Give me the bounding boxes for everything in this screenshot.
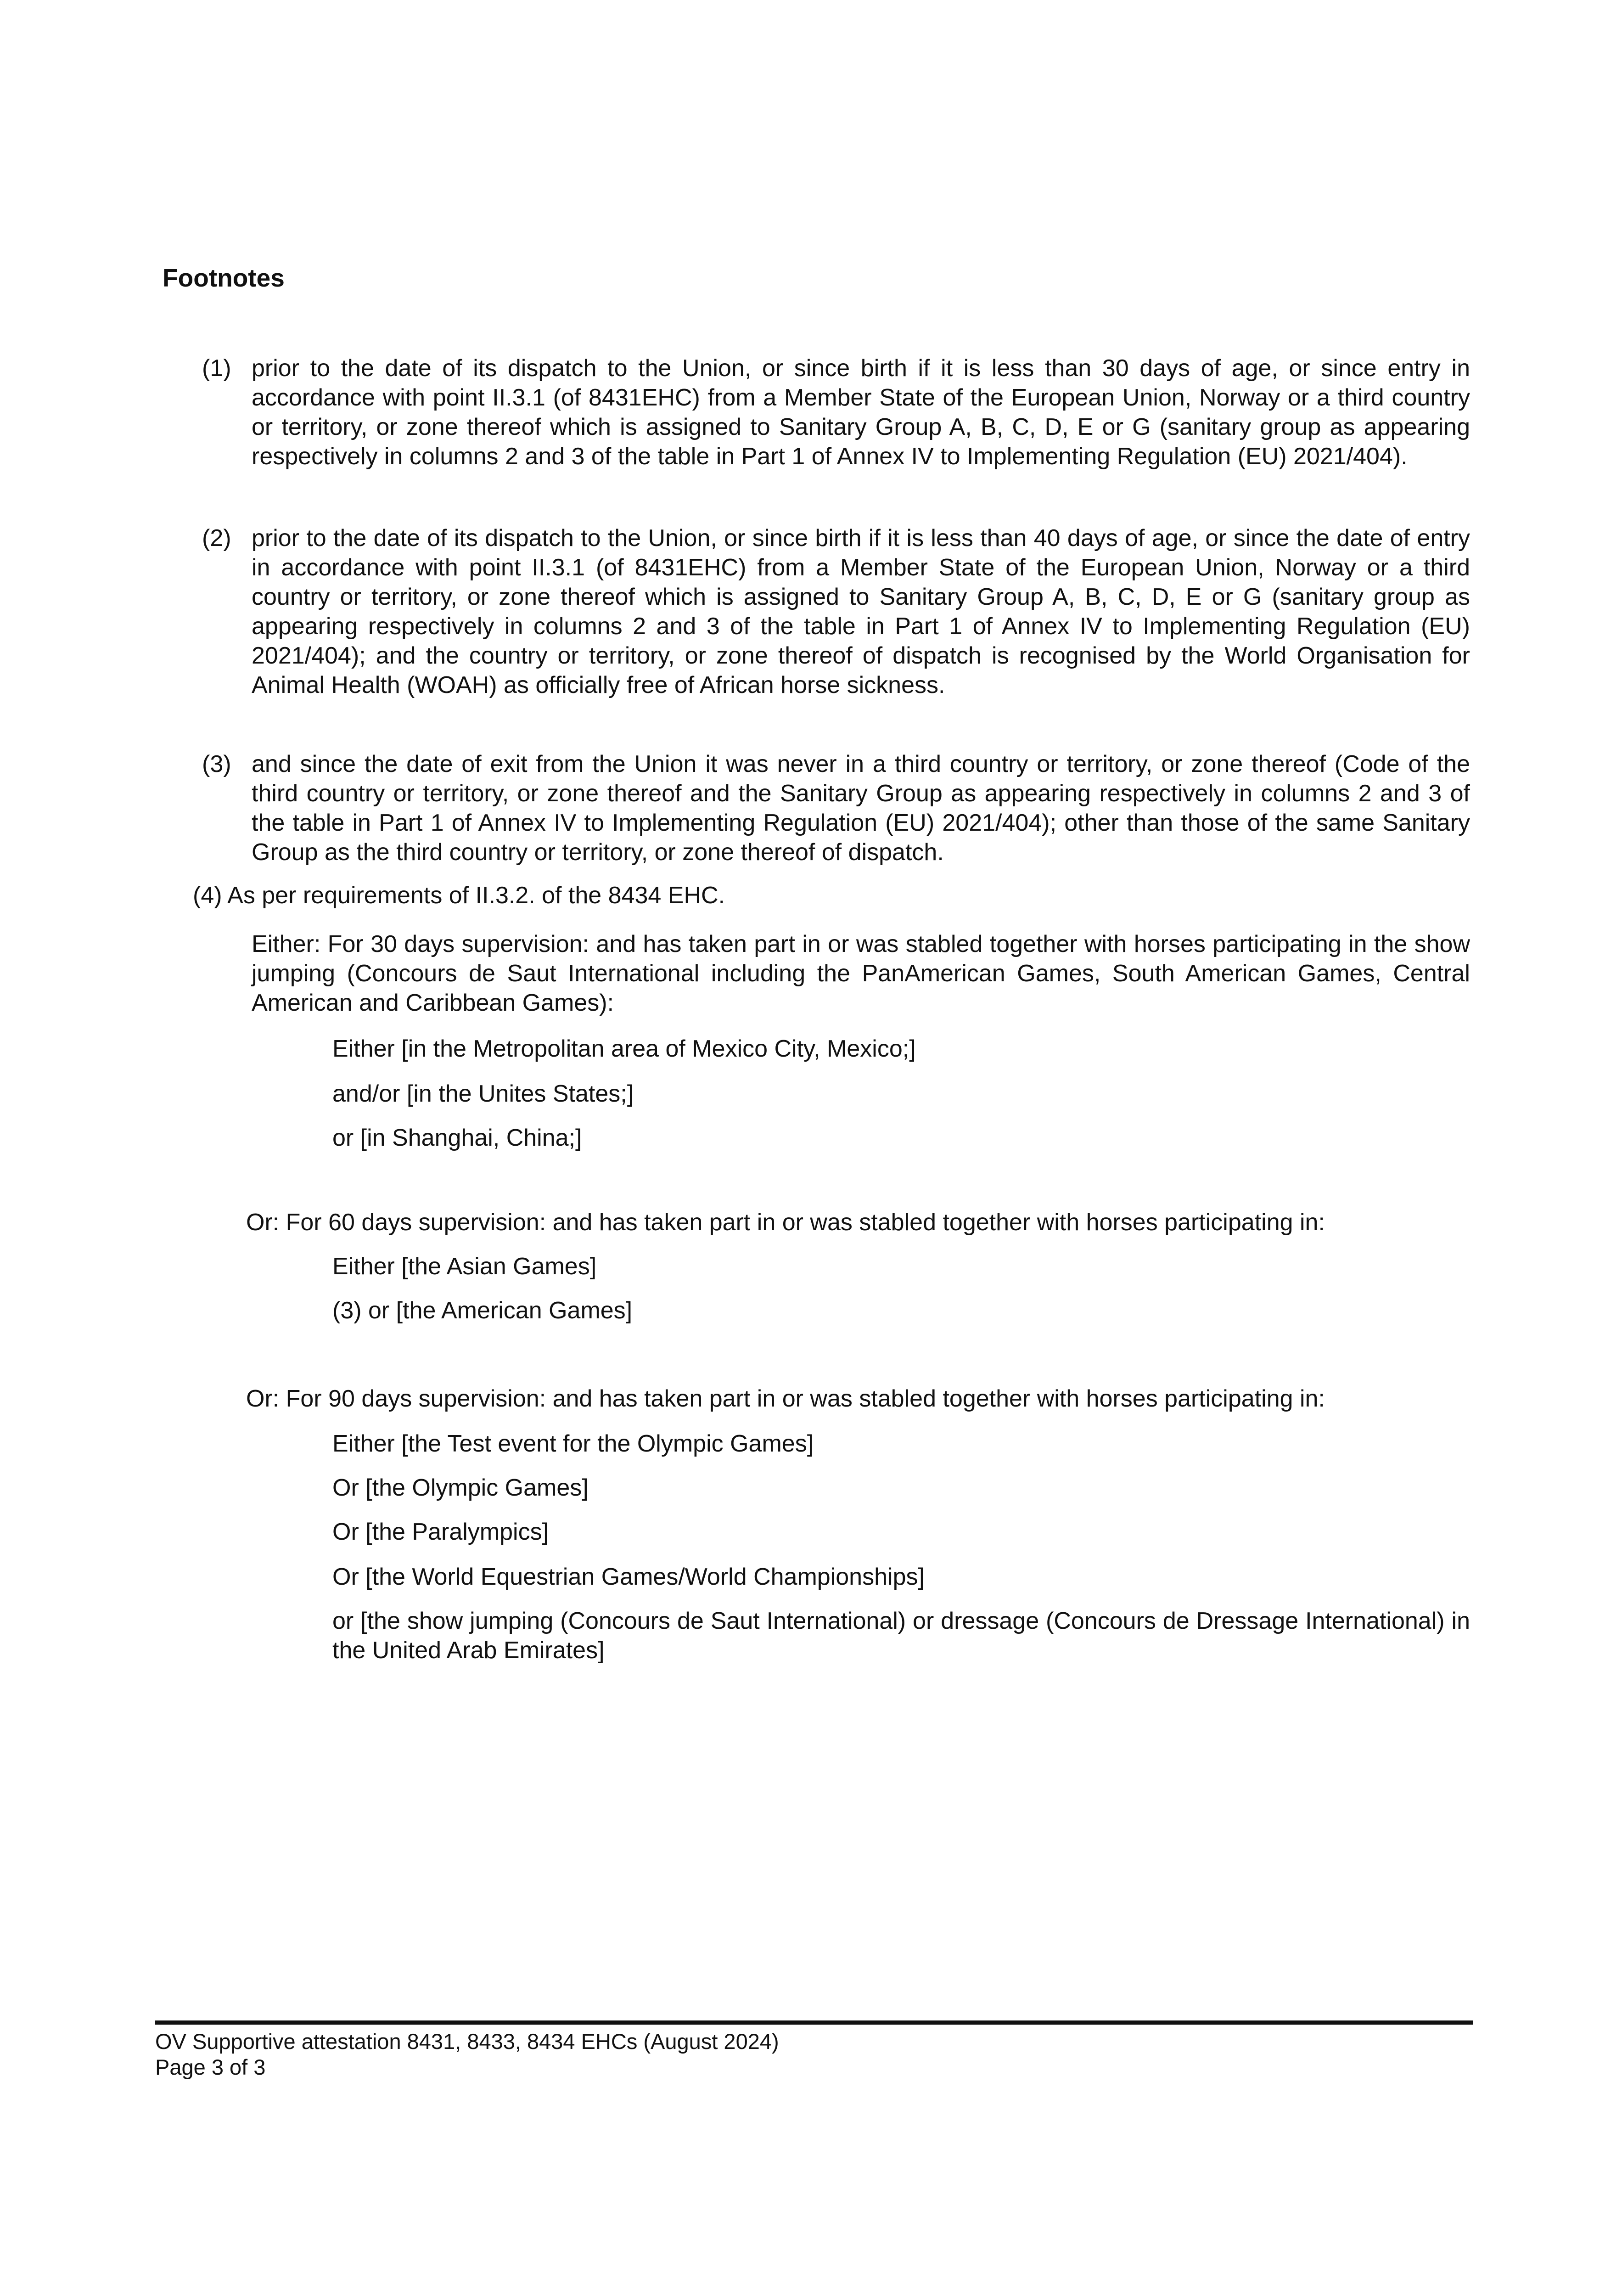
option-30-days: Either: For 30 days supervision: and has taken part in or was stabled together with horses participating in the show jumping (Concours de Saut International including the PanAmerican Games, South American Games, Central American and Caribbean Games): xyxy=(252,931,1470,1016)
option-60-item: Either [the Asian Games] xyxy=(332,1253,597,1280)
footnotes-heading: Footnotes xyxy=(163,264,285,292)
footnote-2 xyxy=(202,523,1470,700)
option-30-item: and/or [in the Unites States;] xyxy=(332,1080,634,1107)
option-90-days: Or: For 90 days supervision: and has taken part in or was stabled together with horses participating in: xyxy=(246,1385,1325,1412)
option-90-item: Or [the World Equestrian Games/World Championships] xyxy=(332,1564,925,1590)
option-60-days: Or: For 60 days supervision: and has taken part in or was stabled together with horses participating in: xyxy=(246,1209,1325,1236)
option-90-item: Either [the Test event for the Olympic Games] xyxy=(332,1430,814,1457)
footnote-number: (3) xyxy=(202,751,231,777)
footer-divider xyxy=(155,2020,1473,2025)
option-90-item: or [the show jumping (Concours de Saut International) or dressage (Concours de Dressage International) in the United Arab Emirates] xyxy=(332,1608,1470,1664)
option-30-item: or [in Shanghai, China;] xyxy=(332,1125,582,1151)
footnote-text: prior to the date of its dispatch to the Union, or since birth if it is less than 30 days of age, or since entry in accordance with point II.3.1 (of 8431EHC) from a Member State of the European Union, Norway or a third country or territory, or zone thereof which is assigned to Sanitary Group A, B, C, D, E or G (sanitary group as appearing respectively in columns 2 and 3 of the table in Part 1 of Annex IV to Implementing Regulation (EU) 2021/404). xyxy=(252,355,1470,470)
footnote-number: (2) xyxy=(202,525,231,551)
footer-document-title: OV Supportive attestation 8431, 8433, 8434 EHCs (August 2024) xyxy=(155,2029,779,2054)
footnote-text: and since the date of exit from the Union it was never in a third country or territory, or zone thereof (Code of the third country or territory, or zone thereof and the Sanitary Group as appearing respectively in columns 2 and 3 of the table in Part 1 of Annex IV to Implementing Regulation (EU) 2021/404); other than those of the same Sanitary Group as the third country or territory, or zone thereof of dispatch. xyxy=(252,751,1470,866)
footnote-4-heading: (4) As per requirements of II.3.2. of the 8434 EHC. xyxy=(193,882,725,909)
option-90-item: Or [the Paralympics] xyxy=(332,1519,549,1545)
option-30-item: Either [in the Metropolitan area of Mexico City, Mexico;] xyxy=(332,1035,916,1062)
footnote-text: prior to the date of its dispatch to the Union, or since birth if it is less than 40 days of age, or since the date of entry in accordance with point II.3.1 (of 8431EHC) from a Member State of the European Union, Norway or a third country or territory, or zone thereof which is assigned to Sanitary Group A, B, C, D, E or G (sanitary group as appearing respectively in columns 2 and 3 of the table in Part 1 of Annex IV to Implementing Regulation (EU) 2021/404); and the country or territory, or zone thereof of dispatch is recognised by the World Organisation for Animal Health (WOAH) as officially free of African horse sickness. xyxy=(252,525,1470,698)
page-footer xyxy=(155,2029,779,2080)
footer-page-number: Page 3 of 3 xyxy=(155,2055,266,2079)
option-60-item: (3) or [the American Games] xyxy=(332,1297,633,1324)
footnote-number: (1) xyxy=(202,355,231,382)
option-90-item: Or [the Olympic Games] xyxy=(332,1474,589,1501)
footnote-1 xyxy=(202,354,1470,471)
footnote-3 xyxy=(202,749,1470,867)
